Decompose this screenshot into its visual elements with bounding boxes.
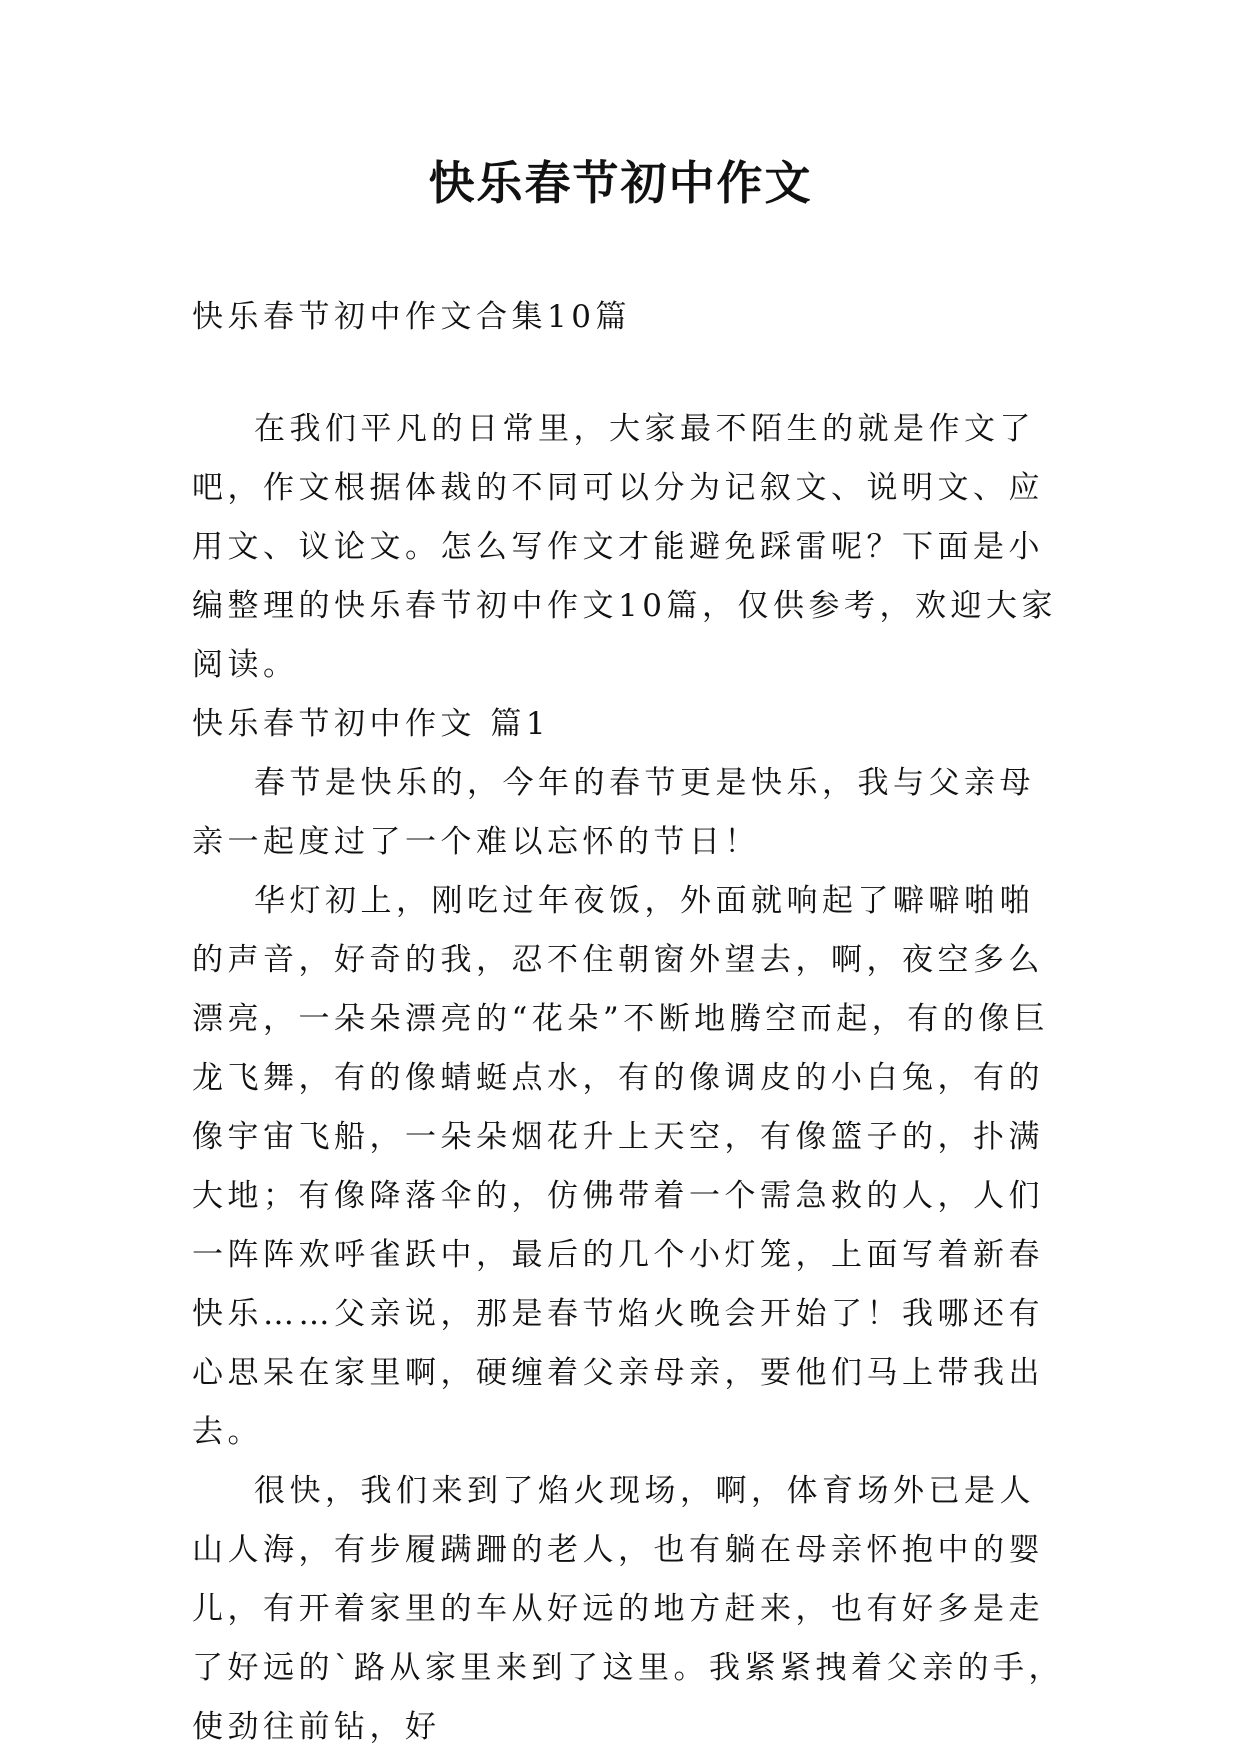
document-subtitle: 快乐春节初中作文合集10篇 xyxy=(192,299,631,335)
document-title: 快乐春节初中作文 xyxy=(428,156,813,210)
body-paragraph: 华灯初上，刚吃过年夜饭，外面就响起了噼噼啪啪的声音，好奇的我，忍不住朝窗外望去，啊，夜空多么漂亮，一朵朵漂亮的“花朵”不断地腾空而起，有的像巨龙飞舞，有的像蜻蜓点水，有的像调皮的小白兔，有的像宇宙飞船，一朵朵烟花升上天空，有像篮子的，扑满大地；有像降落伞的，仿佛带着一个需急救的人，人们一阵阵欢呼雀跃中，最后的几个小灯笼，上面写着新春快乐……父亲说，那是春节焰火晚会开始了！我哪还有心思呆在家里啊，硬缠着父亲母亲，要他们马上带我出去。 xyxy=(192,883,1050,1450)
intro-paragraph: 在我们平凡的日常里，大家最不陌生的就是作文了吧，作文根据体裁的不同可以分为记叙文、说明文、应用文、议论文。怎么写作文才能避免踩雷呢？下面是小编整理的快乐春节初中作文10篇，仅供参考，欢迎大家阅读。 xyxy=(192,411,1057,683)
document-body xyxy=(192,400,1067,1757)
body-paragraph: 很快，我们来到了焰火现场，啊，体育场外已是人山人海，有步履蹒跚的老人，也有躺在母亲怀抱中的婴儿，有开着家里的车从好远的地方赶来，也有好多是走了好远的`路从家里来到了这里。我紧紧拽着父亲的手，使劲往前钻，好 xyxy=(192,1473,1064,1745)
body-paragraph: 春节是快乐的，今年的春节更是快乐，我与父亲母亲一起度过了一个难以忘怀的节日！ xyxy=(192,765,1035,860)
section-heading: 快乐春节初中作文 篇1 xyxy=(192,706,551,742)
